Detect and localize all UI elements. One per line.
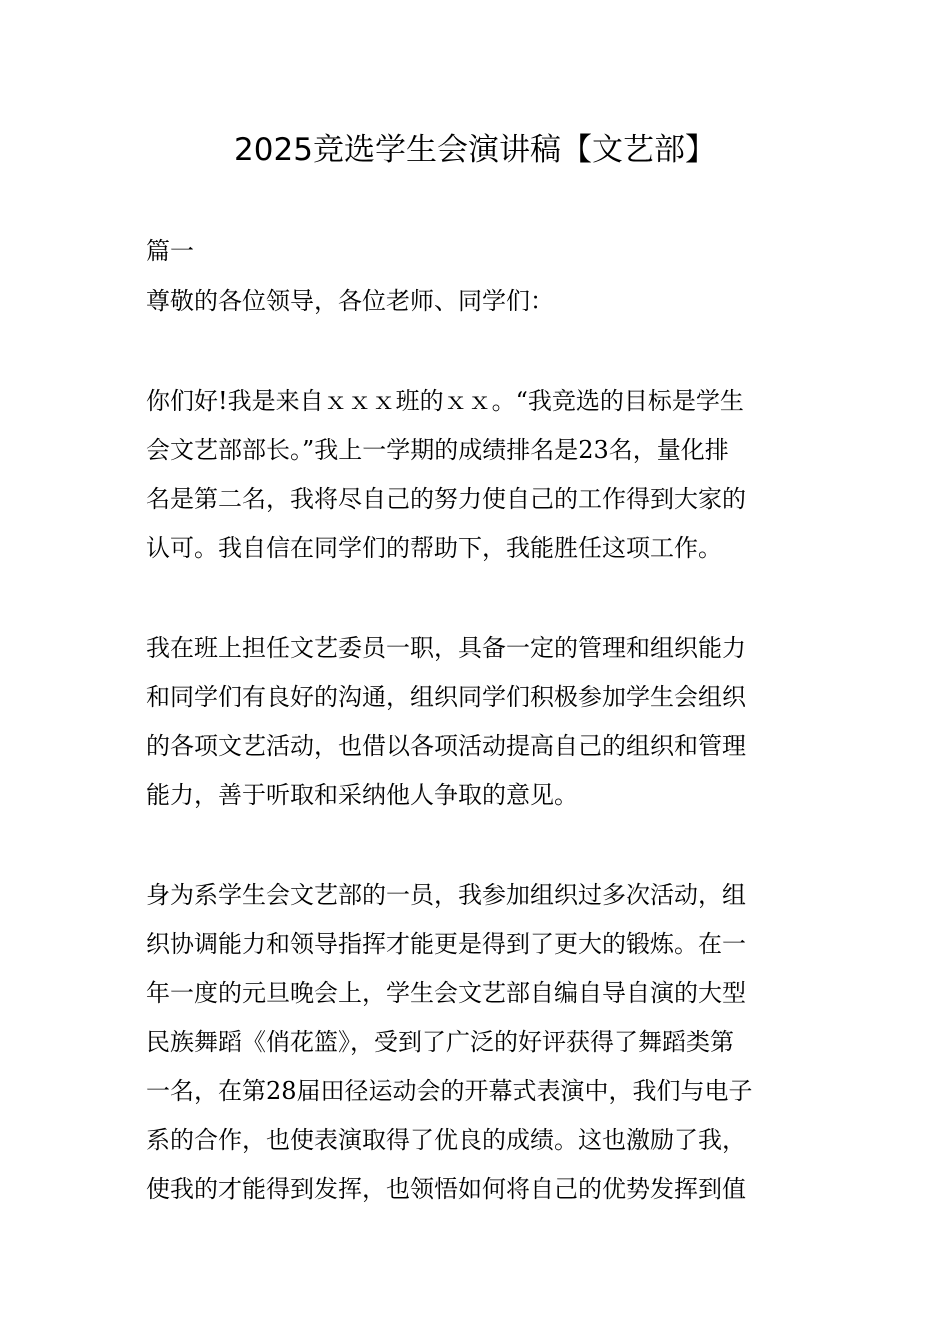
paragraph-line: 能力，善于听取和采纳他人争取的意见。	[146, 781, 578, 809]
paragraph-line: 一名，在第28届田径运动会的开幕式表演中，我们与电子	[146, 1077, 753, 1105]
section-label: 篇一	[146, 237, 194, 265]
salutation: 尊敬的各位领导，各位老师、同学们：	[146, 287, 554, 315]
paragraph-line: 使我的才能得到发挥，也领悟如何将自己的优势发挥到值	[146, 1175, 746, 1203]
paragraph-line: 会文艺部部长。”我上一学期的成绩排名是23名，量化排	[146, 436, 729, 464]
paragraph-line: 民族舞蹈《俏花篮》，受到了广泛的好评获得了舞蹈类第	[146, 1028, 734, 1056]
paragraph-line: 织协调能力和领导指挥才能更是得到了更大的锻炼。在一	[146, 930, 746, 958]
paragraph-line: 和同学们有良好的沟通，组织同学们积极参加学生会组织	[146, 683, 746, 711]
document-title: 2025竞选学生会演讲稿【文艺部】	[234, 132, 716, 168]
paragraph-line: 我在班上担任文艺委员一职，具备一定的管理和组织能力	[146, 634, 746, 662]
paragraph-line: 年一度的元旦晚会上，学生会文艺部自编自导自演的大型	[146, 979, 746, 1007]
paragraph-line: 系的合作，也使表演取得了优良的成绩。这也激励了我，	[146, 1126, 746, 1154]
paragraph-line: 身为系学生会文艺部的一员，我参加组织过多次活动，组	[146, 881, 746, 909]
paragraph-line: 的各项文艺活动，也借以各项活动提高自己的组织和管理	[146, 732, 746, 760]
paragraph-line: 名是第二名，我将尽自己的努力使自己的工作得到大家的	[146, 485, 746, 513]
paragraph-line: 认可。我自信在同学们的帮助下，我能胜任这项工作。	[146, 534, 722, 562]
paragraph-line: 你们好!我是来自ｘｘｘ班的ｘｘ。“我竞选的目标是学生	[146, 387, 744, 415]
